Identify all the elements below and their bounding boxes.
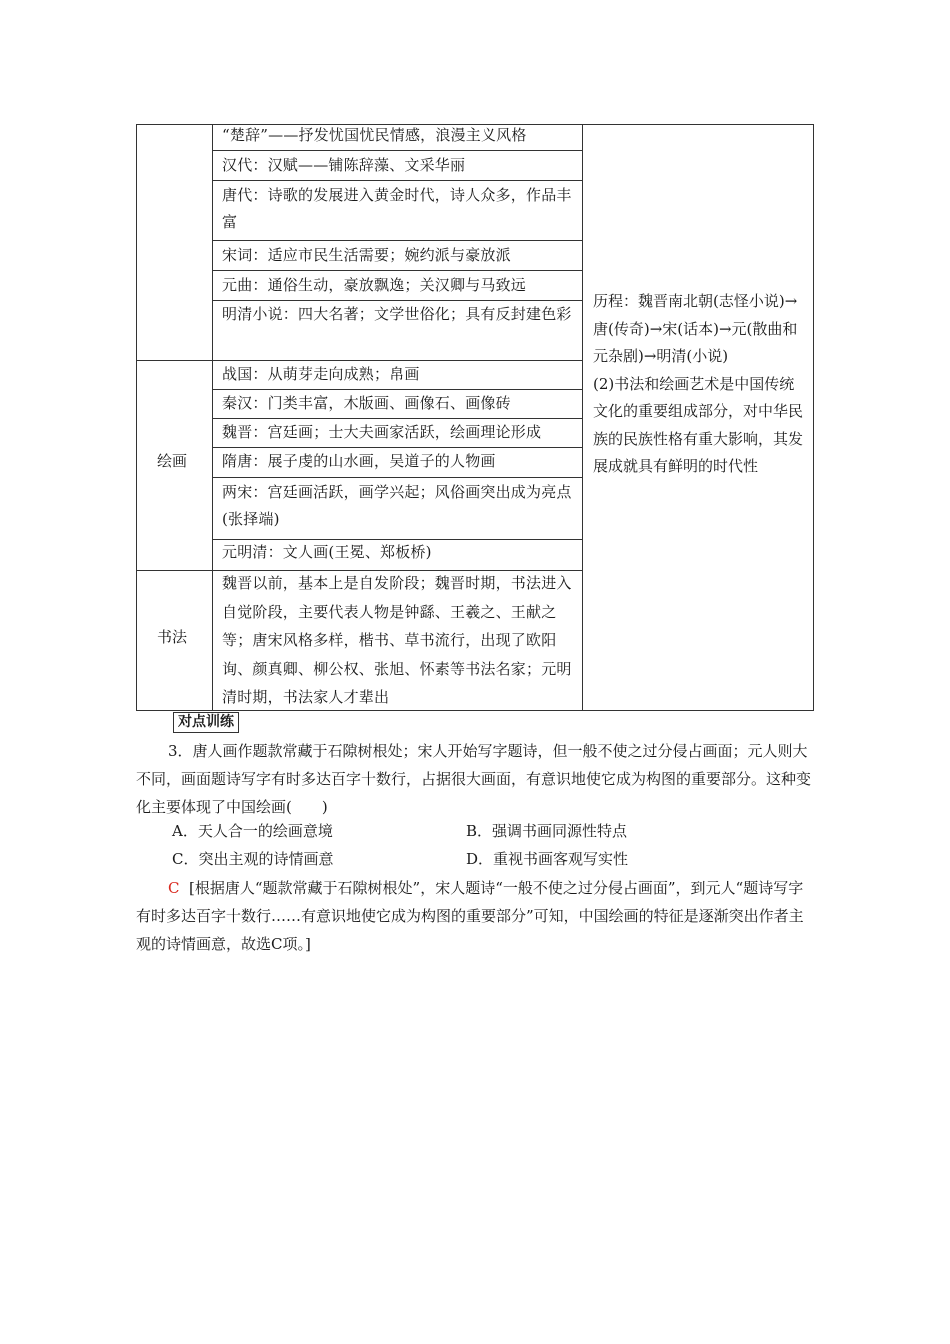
table-cell: 明清小说：四大名著；文学世俗化；具有反封建色彩 xyxy=(222,305,572,323)
answer-explanation xyxy=(136,874,818,958)
table-cell: 汉代：汉赋——铺陈辞藻、文采华丽 xyxy=(222,156,466,174)
table-divider xyxy=(212,180,582,181)
option-b: B．强调书画同源性特点 xyxy=(466,822,628,840)
table-cell: 隋唐：展子虔的山水画，吴道子的人物画 xyxy=(222,452,496,470)
painting-label: 绘画 xyxy=(157,452,188,470)
question-text: 3．唐人画作题款常藏于石隙树根处；宋人开始写字题诗，但一般不使之过分侵占画面；元人则大不同，画面题诗写字有时多达百字十数行，占据很大画面，有意识地使它成为构图的重要部分。这种变化主要体现了中国绘画( ) xyxy=(136,742,812,816)
table-cell: 唐代：诗歌的发展进入黄金时代，诗人众多，作品丰富 xyxy=(222,186,572,231)
culture-table xyxy=(136,124,814,711)
table-divider xyxy=(212,150,582,151)
table-divider xyxy=(212,270,582,271)
calligraphy-label: 书法 xyxy=(157,628,188,646)
table-cell: 战国：从萌芽走向成熟；帛画 xyxy=(222,365,420,383)
option-d: D．重视书画客观写实性 xyxy=(466,850,629,868)
literature-history: 历程：魏晋南北朝(志怪小说)→唐(传奇)→宋(话本)→元(散曲和元杂剧)→明清(小说) xyxy=(593,292,798,365)
table-cell: 秦汉：门类丰富，木版画、画像石、画像砖 xyxy=(222,394,511,412)
table-cell: “楚辞”——抒发忧国忧民情感，浪漫主义风格 xyxy=(222,126,527,144)
answer-letter: C xyxy=(168,879,180,897)
table-cell: 元明清：文人画(王冕、郑板桥) xyxy=(222,543,432,561)
table-divider xyxy=(212,477,582,478)
option-c: C．突出主观的诗情画意 xyxy=(172,850,334,868)
option-a: A．天人合一的绘画意境 xyxy=(172,822,333,840)
table-cell: 魏晋以前，基本上是自发阶段；魏晋时期，书法进入自觉阶段，主要代表人物是钟繇、王羲之、王献之等；唐宋风格多样，楷书、草书流行，出现了欧阳询、颜真卿、柳公权、张旭、怀素等书法名家；元明清时期，书法家人才辈出 xyxy=(222,574,572,706)
table-divider xyxy=(582,125,583,710)
explanation-text: [根据唐人“题款常藏于石隙树根处”，宋人题诗“一般不使之过分侵占画面”，到元人“题诗写字有时多达百字十数行……有意识地使它成为构图的重要部分”可知，中国绘画的特征是逐渐突出作者主观的诗情画意，故选C项。] xyxy=(136,879,804,953)
right-column-text xyxy=(593,288,805,481)
table-divider xyxy=(212,240,582,241)
table-cell: 魏晋：宫廷画；士大夫画家活跃，绘画理论形成 xyxy=(222,423,542,441)
table-cell: 两宋：宫廷画活跃，画学兴起；风俗画突出成为亮点(张择端) xyxy=(222,483,572,528)
section-tag: 对点训练 xyxy=(173,712,239,733)
table-cell: 元曲：通俗生动，豪放飘逸；关汉卿与马致远 xyxy=(222,276,527,294)
table-cell: 宋词：适应市民生活需要；婉约派与豪放派 xyxy=(222,246,511,264)
significance-note: (2)书法和绘画艺术是中国传统文化的重要组成部分，对中华民族的民族性格有重大影响，其发展成就具有鲜明的时代性 xyxy=(593,374,804,475)
